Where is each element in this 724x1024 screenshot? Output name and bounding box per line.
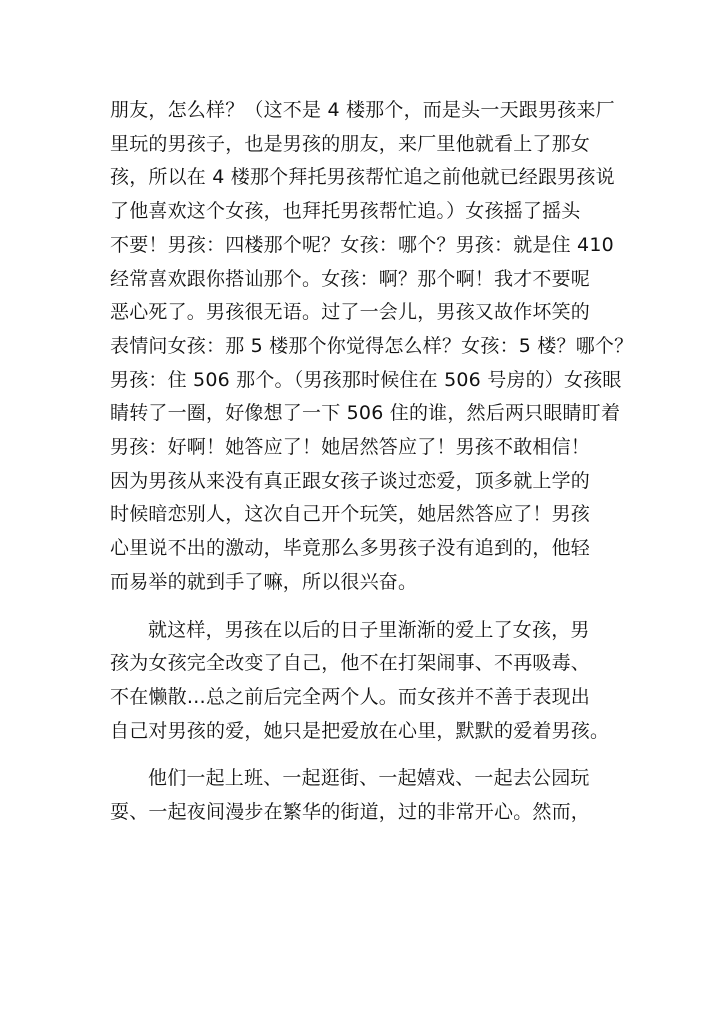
text-line: 耍、一起夜间漫步在繁华的街道，过的非常开心。然而， xyxy=(110,801,591,824)
text-line: 睛转了一圈，好像想了一下 506 住的谁，然后两只眼睛盯着 xyxy=(110,402,621,425)
document-body xyxy=(110,94,634,830)
text-line: 他们一起上班、一起逛街、一起嬉戏、一起去公园玩 xyxy=(148,767,590,790)
text-line: 表情问女孩：那 5 楼那个你觉得怎么样？女孩：5 楼？哪个？ xyxy=(110,334,634,357)
text-line: 恶心死了。男孩很无语。过了一会儿，男孩又故作坏笑的 xyxy=(110,301,591,324)
paragraph-1 xyxy=(110,94,634,600)
text-line: 心里说不出的激动，毕竟那么多男孩子没有追到的，他轻 xyxy=(110,537,591,560)
paragraph-2 xyxy=(110,614,630,749)
text-line: 孩，所以在 4 楼那个拜托男孩帮忙追之前他就已经跟男孩说 xyxy=(110,166,615,189)
text-line: 自己对男孩的爱，她只是把爱放在心里，默默的爱着男孩。 xyxy=(110,719,610,742)
text-line: 男孩：住 506 那个。（男孩那时候住在 506 号房的）女孩眼 xyxy=(110,368,622,391)
text-line: 经常喜欢跟你搭讪那个。女孩：啊？那个啊！我才不要呢 xyxy=(110,267,591,290)
text-line: 而易举的就到手了嘛，所以很兴奋。 xyxy=(110,570,418,593)
text-line: 不要！男孩：四楼那个呢？女孩：哪个？男孩：就是住 410 xyxy=(110,233,614,256)
text-line: 不在懒散…总之前后完全两个人。而女孩并不善于表现出 xyxy=(110,685,591,708)
text-line: 里玩的男孩子，也是男孩的朋友，来厂里他就看上了那女 xyxy=(110,132,591,155)
text-line: 时候暗恋别人，这次自己开个玩笑，她居然答应了！男孩 xyxy=(110,503,591,526)
text-line: 了他喜欢这个女孩，也拜托男孩帮忙追。）女孩摇了摇头 xyxy=(110,200,581,223)
text-line: 朋友，怎么样？（这不是 4 楼那个，而是头一天跟男孩来厂 xyxy=(110,99,615,121)
text-line: 就这样，男孩在以后的日子里渐渐的爱上了女孩，男 xyxy=(148,618,590,641)
text-line: 因为男孩从来没有真正跟女孩子谈过恋爱，顶多就上学的 xyxy=(110,469,591,492)
paragraph-3 xyxy=(110,762,630,829)
text-line: 孩为女孩完全改变了自己，他不在打架闹事、不再吸毒、 xyxy=(110,652,591,675)
text-line: 男孩：好啊！她答应了！她居然答应了！男孩不敢相信！ xyxy=(110,436,591,459)
